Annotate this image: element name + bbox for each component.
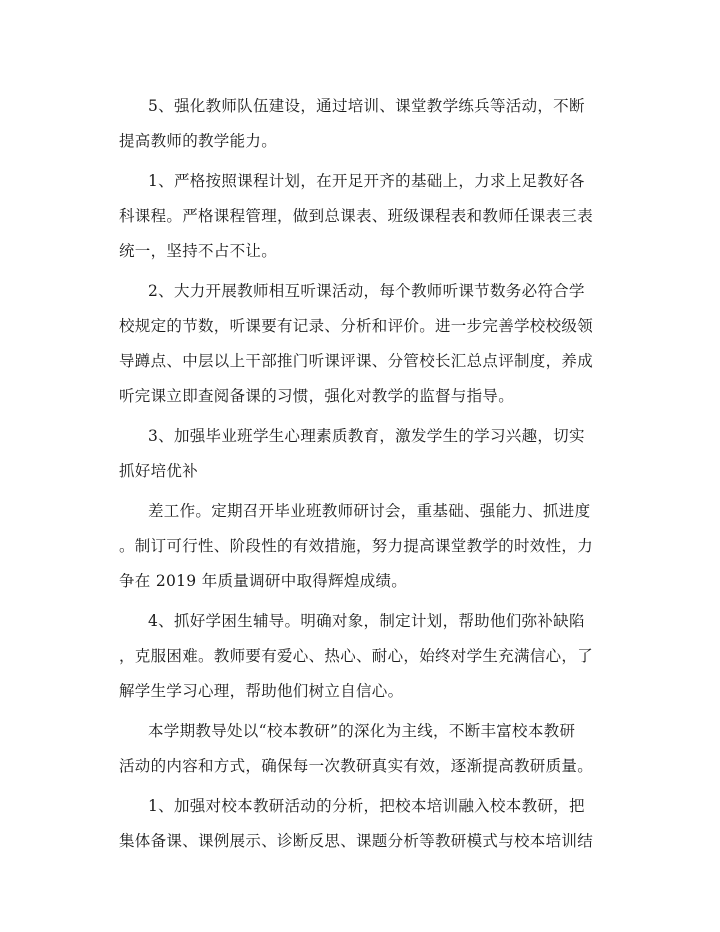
paragraph-2-line-3: 统一，坚持不占不让。 (119, 242, 278, 260)
paragraph-8-line-2: 集体备课、课例展示、诊断反思、课题分析等教研模式与校本培训结 (119, 832, 594, 850)
paragraph-3-line-1: 2、大力开展教师相互听课活动，每个教师听课节数务必符合学 (148, 282, 585, 300)
paragraph-7-line-1: 本学期教导处以“校本教研”的深化为主线，不断丰富校本教研 (148, 722, 576, 740)
paragraph-1-line-2: 提高教师的教学能力。 (119, 132, 278, 150)
paragraph-6-line-2: ，克服困难。教师要有爱心、热心、耐心，始终对学生充满信心，了 (119, 647, 594, 665)
paragraph-7-line-2: 活动的内容和方式，确保每一次教研真实有效，逐渐提高教研质量。 (119, 757, 594, 775)
paragraph-6-line-1: 4、抓好学困生辅导。明确对象，制定计划，帮助他们弥补缺陷 (148, 612, 585, 630)
paragraph-3-line-3: 导蹲点、中层以上干部推门听课评课、分管校长汇总点评制度，养成 (119, 352, 594, 370)
paragraph-4-line-1: 3、加强毕业班学生心理素质教育，激发学生的学习兴趣，切实 (148, 427, 585, 445)
paragraph-5-line-3: 争在 2019 年质量调研中取得辉煌成绩。 (119, 572, 408, 590)
paragraph-3-line-2: 校规定的节数，听课要有记录、分析和评价。进一步完善学校校级领 (119, 317, 594, 335)
paragraph-8-line-1: 1、加强对校本教研活动的分析，把校本培训融入校本教研，把 (148, 797, 585, 815)
paragraph-5-line-1: 差工作。定期召开毕业班教师研讨会，重基础、强能力、抓进度 (148, 502, 591, 520)
paragraph-3-line-4: 听完课立即查阅备课的习惯，强化对教学的监督与指导。 (119, 387, 515, 405)
paragraph-4-line-2: 抓好培优补 (119, 462, 199, 480)
paragraph-2-line-2: 科课程。严格课程管理，做到总课表、班级课程表和教师任课表三表 (119, 207, 594, 225)
paragraph-5-line-2: 。制订可行性、阶段性的有效措施，努力提高课堂教学的时效性，力 (119, 537, 594, 555)
paragraph-1-line-1: 5、强化教师队伍建设，通过培训、课堂教学练兵等活动，不断 (148, 97, 585, 115)
paragraph-6-line-3: 解学生学习心理，帮助他们树立自信心。 (119, 682, 404, 700)
paragraph-2-line-1: 1、严格按照课程计划，在开足开齐的基础上，力求上足教好各 (148, 172, 585, 190)
